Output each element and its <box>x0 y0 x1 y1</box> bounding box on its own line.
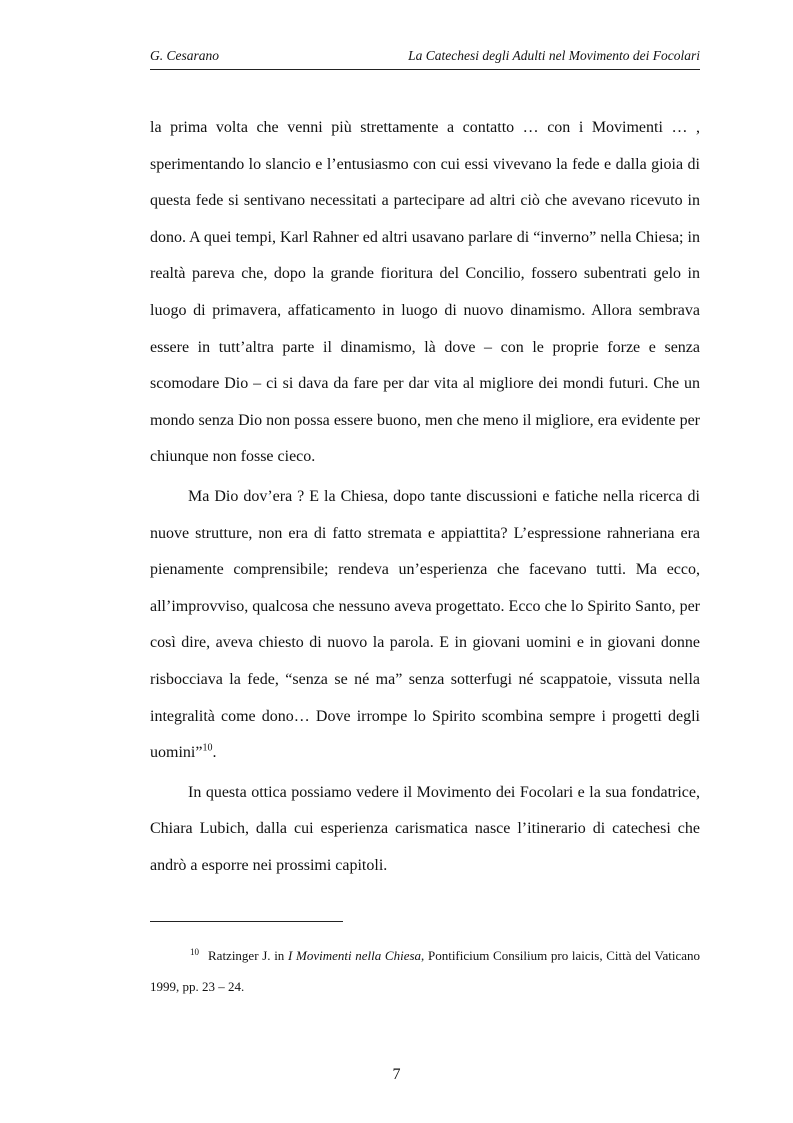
paragraph-continued <box>150 110 700 476</box>
footnote-divider <box>150 921 343 922</box>
footnote-author: Ratzinger J. in <box>208 948 288 963</box>
body-text <box>150 110 700 884</box>
paragraph <box>150 775 700 885</box>
footnote-publication: , Pontificium Consilium pro laicis, Città del Vaticano 1999, pp. 23 – 24. <box>150 948 701 994</box>
footnote-reference[interactable]: 10 <box>202 742 213 754</box>
paragraph-text: In questa ottica possiamo vedere il Movimento dei Focolari e la sua fondatrice, Chiara Lubich, dalla cui esperienza carismatica nasce l’itinerario di catechesi che andrò a esporre nei prossimi capitoli. <box>150 783 700 874</box>
header-divider <box>150 69 700 70</box>
running-header <box>150 48 700 68</box>
paragraph-text: la prima volta che venni più strettamente a contatto … con i Movimenti … , sperimentando lo slancio e l’entusiasmo con cui essi vivevano la fede e dalla gioia di questa fede si sentivano necessitati a partecipare ad altri ciò che avevano ricevuto in dono. A quei tempi, Karl Rahner ed altri usavano parlare di “inverno” nella Chiesa; in realtà pareva che, dopo la grande fioritura del Concilio, fossero subentrati gelo in luogo di primavera, affaticamento in luogo di nuovo dinamismo. Allora sembrava essere in tutt’altra parte il dinamismo, là dove – con le proprie forze e senza scomodare Dio – ci si dava da fare per dar vita al migliore dei mondi futuri. Che un mondo senza Dio non possa essere buono, men che meno il migliore, era evidente per chiunque non fosse cieco. <box>150 119 700 466</box>
paragraph <box>150 479 700 772</box>
header-title: La Catechesi degli Adulti nel Movimento dei Focolari <box>408 48 700 63</box>
page-number: 7 <box>392 1066 401 1083</box>
footnote-work-title: I Movimenti nella Chiesa <box>287 948 422 963</box>
footnote: 10 Ratzinger J. in I Movimenti nella Chiesa, Pontificium Consilium pro laicis, Città del Vaticano 1999, pp. 23 – 24. <box>150 946 701 994</box>
paragraph-text: Ma Dio dov’era ? E la Chiesa, dopo tante discussioni e fatiche nella ricerca di nuove strutture, non era di fatto stremata e appiattita? L’espressione rahneriana era pienamente comprensibile; rendeva un’esperienza che facevano tutti. Ma ecco, all’improvviso, qualcosa che nessuno aveva progettato. Ecco che lo Spirito Santo, per così dire, aveva chiesto di nuovo la parola. E in giovani uomini e in giovani donne risbocciava la fede, “senza se né ma” senza sotterfugi né scappatoie, vissuta nella integralità come dono… Dove irrompe lo Spirito scombina sempre i progetti degli uomini” <box>150 487 700 762</box>
paragraph-punctuation: . <box>212 744 217 762</box>
header-author: G. Cesarano <box>150 48 220 63</box>
